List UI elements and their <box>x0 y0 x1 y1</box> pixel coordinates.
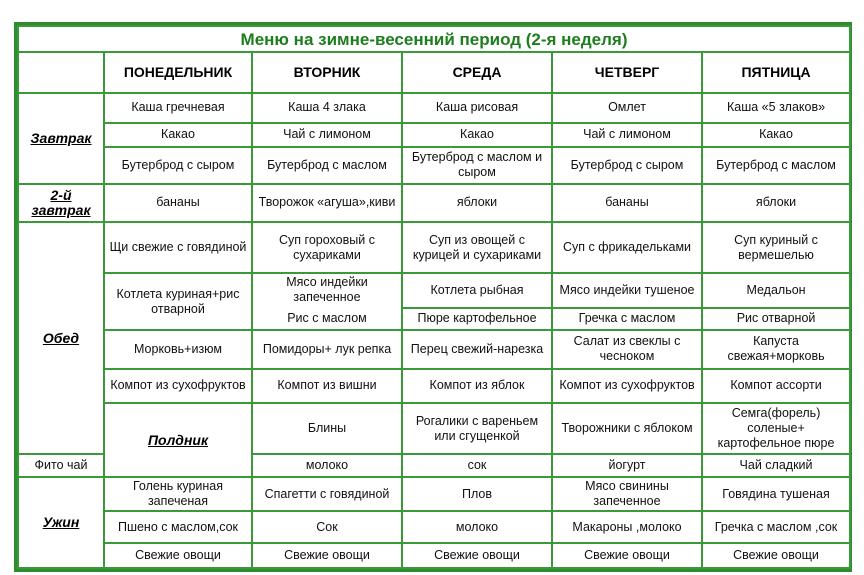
menu-cell: Компот из сухофруктов <box>552 369 702 404</box>
menu-cell: Каша «5 злаков» <box>702 93 850 122</box>
meal-label-dinner: Ужин <box>18 477 104 568</box>
menu-cell: Семга(форель) соленые+ картофельное пюре <box>702 403 850 454</box>
corner-cell <box>18 52 104 93</box>
menu-cell: Плов <box>402 477 552 511</box>
menu-cell: Свежие овощи <box>402 543 552 568</box>
menu-cell: Помидоры+ лук репка <box>252 330 402 369</box>
meal-label-lunch: Обед <box>18 222 104 454</box>
menu-cell: Щи свежие с говядиной <box>104 222 252 273</box>
menu-cell: Пшено с маслом,сок <box>104 511 252 544</box>
menu-cell: Салат из свеклы с чесноком <box>552 330 702 369</box>
menu-cell: Мясо свинины запеченное <box>552 477 702 511</box>
menu-cell: йогурт <box>552 454 702 477</box>
meal-label-snack: Полдник <box>104 403 252 477</box>
menu-cell: Суп с фрикадельками <box>552 222 702 273</box>
menu-cell: Суп куриный с вермешелью <box>702 222 850 273</box>
menu-cell: Сок <box>252 511 402 544</box>
menu-cell: Голень куриная запеченая <box>104 477 252 511</box>
menu-cell: Бутерброд с маслом и сыром <box>402 147 552 184</box>
menu-cell: Котлета рыбная <box>402 273 552 308</box>
menu-cell: Компот из вишни <box>252 369 402 404</box>
menu-cell: Чай сладкий <box>702 454 850 477</box>
menu-cell: Свежие овощи <box>552 543 702 568</box>
day-header: СРЕДА <box>402 52 552 93</box>
menu-cell: бананы <box>552 184 702 223</box>
menu-cell: Гречка с маслом <box>552 308 702 330</box>
menu-cell: Котлета куриная+рис отварной <box>104 273 252 330</box>
menu-cell: Медальон <box>702 273 850 308</box>
menu-cell: Каша гречневая <box>104 93 252 122</box>
menu-cell: Фито чай <box>18 454 104 477</box>
menu-cell: бананы <box>104 184 252 223</box>
menu-cell: Бутерброд с сыром <box>104 147 252 184</box>
menu-cell: Мясо индейки тушеное <box>552 273 702 308</box>
menu-cell: Макароны ,молоко <box>552 511 702 544</box>
menu-cell: Свежие овощи <box>104 543 252 568</box>
menu-cell: Рис отварной <box>702 308 850 330</box>
menu-cell: Говядина тушеная <box>702 477 850 511</box>
menu-cell: Спагетти с говядиной <box>252 477 402 511</box>
day-header: ПЯТНИЦА <box>702 52 850 93</box>
day-header: ВТОРНИК <box>252 52 402 93</box>
menu-cell: Какао <box>402 123 552 147</box>
meal-label-second-breakfast: 2-й завтрак <box>18 184 104 223</box>
menu-cell: Бутерброд с маслом <box>702 147 850 184</box>
menu-cell: молоко <box>252 454 402 477</box>
menu-table <box>17 25 851 569</box>
day-header: ПОНЕДЕЛЬНИК <box>104 52 252 93</box>
meal-label-breakfast: Завтрак <box>18 93 104 183</box>
menu-cell: Чай с лимоном <box>552 123 702 147</box>
menu-cell: Пюре картофельное <box>402 308 552 330</box>
menu-cell: Перец свежий-нарезка <box>402 330 552 369</box>
menu-cell: Какао <box>104 123 252 147</box>
menu-cell: Каша рисовая <box>402 93 552 122</box>
menu-cell: Компот из сухофруктов <box>104 369 252 404</box>
menu-cell: Суп из овощей с курицей и сухариками <box>402 222 552 273</box>
menu-cell: Бутерброд с маслом <box>252 147 402 184</box>
menu-cell: Свежие овощи <box>252 543 402 568</box>
menu-cell: Каша 4 злака <box>252 93 402 122</box>
menu-cell: Творожок «агуша»,киви <box>252 184 402 223</box>
menu-cell: Блины <box>252 403 402 454</box>
menu-cell: сок <box>402 454 552 477</box>
menu-cell: Компот ассорти <box>702 369 850 404</box>
menu-cell: яблоки <box>402 184 552 223</box>
day-header: ЧЕТВЕРГ <box>552 52 702 93</box>
menu-cell: молоко <box>402 511 552 544</box>
menu-cell: Чай с лимоном <box>252 123 402 147</box>
menu-cell: яблоки <box>702 184 850 223</box>
menu-cell: Морковь+изюм <box>104 330 252 369</box>
menu-cell: Мясо индейки запеченное <box>252 273 402 308</box>
menu-cell: Рогалики с вареньем или сгущенкой <box>402 403 552 454</box>
menu-cell: Капуста свежая+морковь <box>702 330 850 369</box>
menu-cell: Творожники с яблоком <box>552 403 702 454</box>
menu-cell: Бутерброд с сыром <box>552 147 702 184</box>
menu-cell: Рис с маслом <box>252 308 402 330</box>
menu-cell: Суп гороховый с сухариками <box>252 222 402 273</box>
menu-cell: Омлет <box>552 93 702 122</box>
menu-cell: Гречка с маслом ,сок <box>702 511 850 544</box>
menu-cell: Свежие овощи <box>702 543 850 568</box>
menu-title: Меню на зимне-весенний период (2-я неделя) <box>18 26 850 52</box>
menu-cell: Компот из яблок <box>402 369 552 404</box>
menu-cell: Какао <box>702 123 850 147</box>
